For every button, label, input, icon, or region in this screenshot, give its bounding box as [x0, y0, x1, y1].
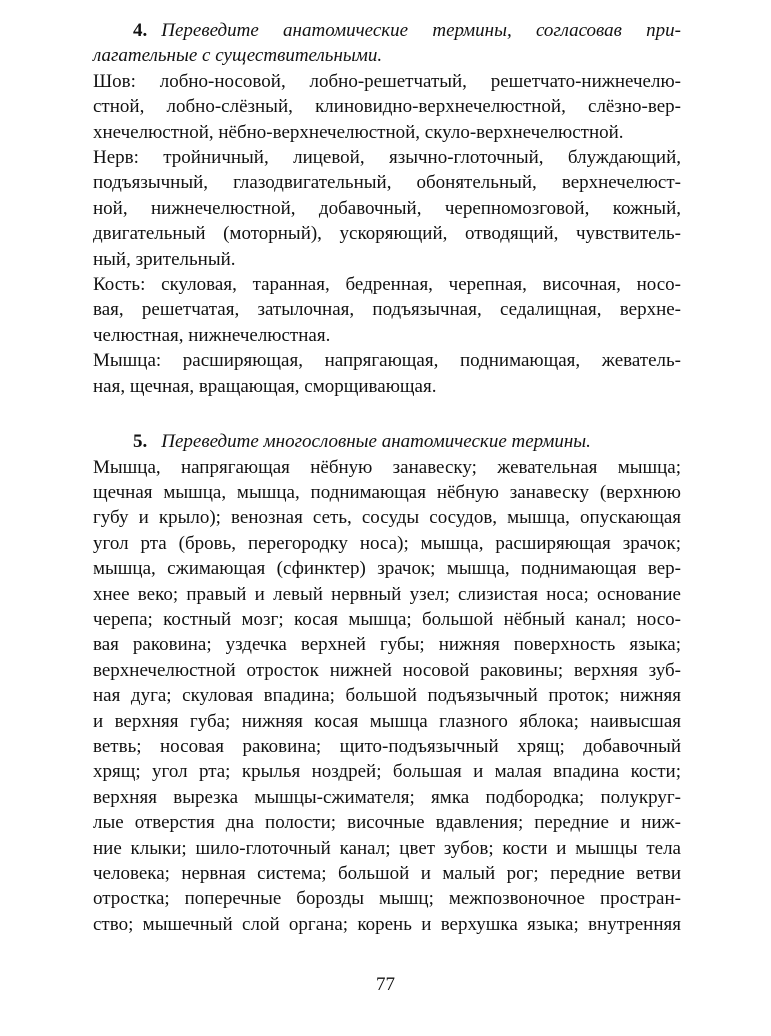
text-line: лые отверстия дна полости; височные вдавления; передние и ниж- — [93, 812, 681, 834]
text-line: Кость: скуловая, таранная, бедренная, черепная, височная, носо- — [93, 274, 681, 296]
task-5 — [93, 429, 681, 937]
task-5-instruction: Переведите многословные анатомические термины. — [161, 431, 591, 453]
text-line: человека; нервная система; большой и малый рог; передние ветви — [93, 863, 681, 884]
task-4-heading — [93, 18, 681, 69]
text-line: челюстная, нижнечелюстная. — [93, 324, 331, 346]
task-5-number: 5. — [133, 431, 148, 453]
text-line: вая раковина; уздечка верхней губы; нижняя поверхность языка; — [93, 634, 681, 656]
text-line: двигательный (моторный), ускоряющий, отводящий, чувствитель- — [93, 223, 681, 245]
text-line: подъязычный, глазодвигательный, обонятельный, верхнечелюст- — [93, 172, 681, 194]
task-5-heading — [93, 429, 681, 454]
text-line: и верхняя губа; нижняя косая мышца глазного яблока; наивысшая — [93, 710, 681, 732]
text-line: щечная мышца, мышца, поднимающая нёбную занавеску (верхнюю — [93, 481, 681, 503]
text-line: губу и крыло); венозная сеть, сосуды сосудов, мышца, опускающая — [93, 507, 681, 529]
text-line: верхнечелюстной отросток нижней носовой раковины; верхняя зуб- — [93, 659, 681, 681]
task-4-number: 4. — [133, 20, 148, 41]
text-line: хрящ; угол рта; крылья ноздрей; большая и малая впадина кости; — [93, 761, 681, 783]
text-line: ной, нижнечелюстной, добавочный, черепномозговой, кожный, — [93, 197, 681, 219]
task-4-paragraph-nerve — [93, 145, 681, 272]
task-4-paragraph-muscle — [93, 348, 681, 399]
task-4 — [93, 18, 681, 399]
text-line: ная, щечная, вращающая, сморщивающая. — [93, 375, 437, 397]
task-4-paragraph-suture — [93, 69, 681, 145]
task-4-heading-line: лагательные с существительными. — [93, 45, 383, 67]
text-line: вая, решетчатая, затылочная, подъязычная, седалищная, верхне- — [93, 299, 681, 321]
text-line: Шов: лобно-носовой, лобно-решетчатый, решетчато-нижнечелю- — [93, 70, 681, 92]
text-line: ние клыки; шило-глоточный канал; цвет зубов; кости и мышцы тела — [93, 837, 681, 859]
text-line: черепа; костный мозг; косая мышца; большой нёбный канал; носо- — [93, 608, 681, 630]
page-content — [93, 18, 681, 937]
task-5-heading-line — [93, 429, 681, 454]
text-line: хнечелюстной, нёбно-верхнечелюстной, скуло-верхнечелюстной. — [93, 121, 624, 143]
task-4-instruction: Переведите анатомические термины, согласовав при- — [161, 20, 681, 41]
text-line: Мышца, напрягающая нёбную занавеску; жевательная мышца; — [93, 456, 681, 478]
text-line: ветвь; носовая раковина; щито-подъязычный хрящ; добавочный — [93, 735, 681, 757]
text-line: отростка; поперечные борозды мышц; межпозвоночное простран- — [93, 888, 681, 910]
task-5-body — [93, 455, 681, 938]
text-line: мышца, сжимающая (сфинктер) зрачок; мышца, поднимающая вер- — [93, 558, 681, 580]
text-line: ный, зрительный. — [93, 248, 236, 270]
text-line: хнее веко; правый и левый нервный узел; слизистая носа; основание — [93, 583, 681, 605]
text-line: Нерв: тройничный, лицевой, язычно-глоточный, блуждающий, — [93, 147, 681, 169]
text-line: ная дуга; скуловая впадина; большой подъязычный проток; нижняя — [93, 685, 681, 707]
text-line: верхняя вырезка мышцы-сжимателя; ямка подбородка; полукруг- — [93, 786, 681, 808]
page-number: 77 — [376, 974, 395, 995]
text-line: Мышца: расширяющая, напрягающая, поднимающая, жеватель- — [93, 350, 681, 372]
text-line: стной, лобно-слёзный, клиновидно-верхнечелюстной, слёзно-вер- — [93, 96, 681, 118]
task-4-paragraph-bone — [93, 272, 681, 348]
text-line: угол рта (бровь, перегородку носа); мышца, расширяющая зрачок; — [93, 532, 681, 554]
text-line: ство; мышечный слой органа; корень и верхушка языка; внутренняя — [93, 913, 681, 935]
task-4-heading-line — [93, 18, 681, 43]
